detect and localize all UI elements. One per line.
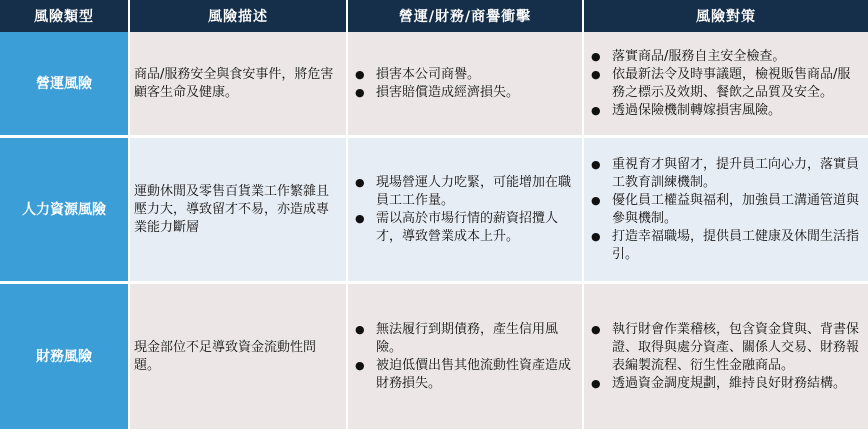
impact-cell bbox=[348, 284, 584, 432]
list-item: ● 執行財會作業稽核，包含資金貸與、背書保證、取得與處分資產、關係人交易、財務報表編製流程、衍生性金融商品。 bbox=[588, 321, 862, 375]
countermeasure-cell bbox=[584, 284, 868, 432]
countermeasure-cell bbox=[584, 138, 868, 284]
list-item: ● 透過資金調度規劃，維持良好財務結構。 bbox=[588, 375, 862, 393]
header-risk-description: 風險描述 bbox=[130, 0, 348, 32]
countermeasure-list bbox=[588, 321, 862, 393]
countermeasure-cell bbox=[584, 32, 868, 138]
header-risk-type: 風險類型 bbox=[0, 0, 130, 32]
list-item: ● 損害賠償造成經濟損失。 bbox=[352, 84, 576, 102]
list-item: ● 透過保險機制轉嫁損害風險。 bbox=[588, 102, 862, 120]
list-item: ● 打造幸福職場，提供員工健康及休閒生活指引。 bbox=[588, 228, 862, 264]
list-item: ● 現場營運人力吃緊，可能增加在職員工工作量。 bbox=[352, 174, 576, 210]
risk-description-cell: 商品/服務安全與食安事件，將危害顧客生命及健康。 bbox=[130, 32, 348, 138]
header-impact: 營運/財務/商譽衝擊 bbox=[348, 0, 584, 32]
impact-cell bbox=[348, 32, 584, 138]
table-row-hr-risk bbox=[0, 138, 868, 284]
impact-list bbox=[352, 174, 576, 246]
impact-cell bbox=[348, 138, 584, 284]
list-item: ● 依最新法令及時事議題，檢視販售商品/服務之標示及效期、餐飲之品質及安全。 bbox=[588, 66, 862, 102]
impact-list bbox=[352, 66, 576, 102]
list-item: ● 重視育才與留才，提升員工向心力，落實員工教育訓練機制。 bbox=[588, 156, 862, 192]
list-item: ● 無法履行到期債務，產生信用風險。 bbox=[352, 321, 576, 357]
table-row-operational-risk bbox=[0, 32, 868, 138]
risk-type-cell: 財務風險 bbox=[0, 284, 130, 432]
list-item: ● 落實商品/服務自主安全檢查。 bbox=[588, 48, 862, 66]
risk-type-cell: 營運風險 bbox=[0, 32, 130, 138]
header-countermeasures: 風險對策 bbox=[584, 0, 868, 32]
table-row-financial-risk bbox=[0, 284, 868, 432]
risk-description-cell: 現金部位不足導致資金流動性問題。 bbox=[130, 284, 348, 432]
list-item: ● 優化員工權益與福利，加強員工溝通管道與參與機制。 bbox=[588, 192, 862, 228]
list-item: ● 被迫低價出售其他流動性資產造成財務損失。 bbox=[352, 357, 576, 393]
countermeasure-list bbox=[588, 156, 862, 264]
header-row bbox=[0, 0, 868, 32]
risk-description-cell: 運動休閒及零售百貨業工作繁雜且壓力大，導致留才不易，亦造成專業能力斷層 bbox=[130, 138, 348, 284]
countermeasure-list bbox=[588, 48, 862, 120]
list-item: ● 損害本公司商譽。 bbox=[352, 66, 576, 84]
impact-list bbox=[352, 321, 576, 393]
list-item: ● 需以高於市場行情的薪資招攬人才，導致營業成本上升。 bbox=[352, 210, 576, 246]
risk-type-cell: 人力資源風險 bbox=[0, 138, 130, 284]
